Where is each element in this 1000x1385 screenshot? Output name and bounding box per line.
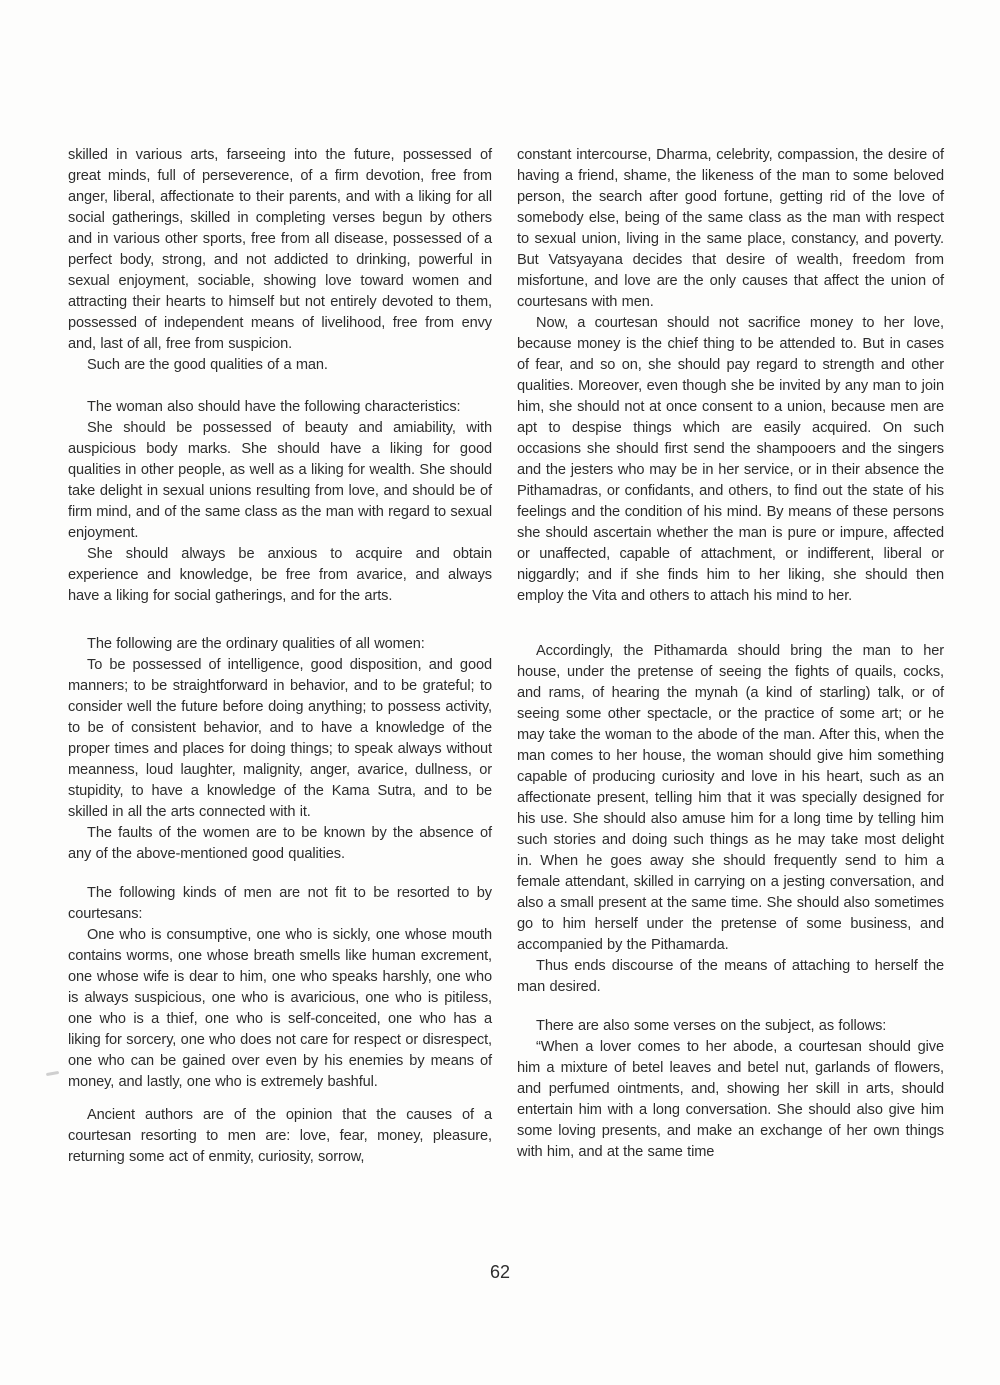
paragraph: The following kinds of men are not fit to be resorted to by courtesans: [68, 885, 492, 922]
paragraph: Accordingly, the Pithamarda should bring the man to her house, under the pretense of seeing the fights of quails, cocks, and rams, of hearing the mynah (a kind of starling) talk, or of seeing some other spectacle, or the practice of some art; or he may take the woman to the abode of the man. After this, when the man comes to her house, the woman should give him something capable of producing curiosity and love in his heart, such as an affectionate present, telling him that it was specially designed for his use. She should also amuse him for a long time by telling him such stories and doing such things as he may take most delight in. When he goes away she should frequently send to him a female attendant, skilled in carrying on a jesting conversation, and also a small present at the same time. She should also sometimes go to him herself under the pretense of some business, and accompanied by the Pithamarda. [517, 643, 944, 953]
paragraph: constant intercourse, Dharma, celebrity, compassion, the desire of having a friend, shame, the likeness of the man to some beloved person, the search after good fortune, getting rid of the love of somebody else, being of the same class as the man with respect to sexual union, living in the same place, constancy, and poverty. But Vatsyayana decides that desire of wealth, freedom from misfortune, and love are the only causes that affect the union of courtesans with men. [517, 147, 944, 310]
right-column [517, 145, 944, 1168]
paragraph: Such are the good qualities of a man. [87, 357, 328, 373]
paragraph: She should be possessed of beauty and amiability, with auspicious body marks. She should have a liking for good qualities in other people, as well as a liking for wealth. She should take delight in sexual unions resulting from love, and should be of firm mind, and of the same class as the man with regard to sexual enjoyment. [68, 420, 492, 541]
two-column-text-body [68, 145, 944, 1168]
paragraph: The faults of the women are to be known by the absence of any of the above-mentioned good qualities. [68, 825, 492, 862]
paragraph: One who is consumptive, one who is sickly, one whose mouth contains worms, one whose breath smells like human excrement, one whose wife is dear to him, one who speaks harshly, one who is always suspicious, one who is avaricious, one who is pitiless, one who is a thief, one who is self-conceited, one who has a liking for sorcery, one who does not care for respect or disrespect, one who can be gained over even by his enemies by means of money, and lastly, one who is extremely bashful. [68, 927, 492, 1090]
page-footer [0, 1262, 1000, 1283]
paragraph: There are also some verses on the subject, as follows: [536, 1018, 887, 1034]
paragraph: To be possessed of intelligence, good disposition, and good manners; to be straightforward in behavior, and to be grateful; to consider well the future before doing anything; to possess activity, to be of consistent behavior, and to have a knowledge of the proper times and places for doing things; to speak always without meanness, loud laughter, malignity, anger, avarice, dullness, or stupidity, to have a knowledge of the Kama Sutra, and to be skilled in all the arts connected with it. [68, 657, 492, 820]
paragraph: skilled in various arts, farseeing into the future, possessed of great minds, full of perseverence, of a firm devotion, free from anger, liberal, affectionate to their parents, and with a liking for all social gatherings, skilled in completing verses begun by others and in various other sports, free from all disease, possessed of a perfect body, strong, and not addicted to drinking, powerful in sexual enjoyment, sociable, showing love toward women and attracting their hearts to himself but not entirely devoted to them, possessed of independent means of livelihood, free from envy and, last of all, free from suspicion. [68, 147, 492, 352]
paragraph: Thus ends discourse of the means of attaching to herself the man desired. [517, 958, 944, 995]
paragraph: Ancient authors are of the opinion that the causes of a courtesan resorting to men are: love, fear, money, pleasure, returning some act of enmity, curiosity, sorrow, [68, 1107, 492, 1165]
page-number: 62 [489, 1262, 511, 1282]
scan-artifact-mark [46, 1071, 59, 1076]
paragraph: She should always be anxious to acquire and obtain experience and knowledge, be free from avarice, and always have a liking for social gatherings, and for the arts. [68, 546, 492, 604]
paragraph: The following are the ordinary qualities of all women: [87, 636, 425, 652]
paragraph: Now, a courtesan should not sacrifice money to her love, because money is the chief thing to be attended to. But in cases of fear, and so on, she should pay regard to strength and other qualities. Moreover, even though she be invited by any man to join him, she should not at once consent to a union, because men are apt to despise things which are easily acquired. On such occasions she should first send the shampooers and the singers and the jesters who may be in her service, or in their absence the Pithamadras, or confidants, and others, to find out the state of his feelings and the condition of his mind. By means of these persons she should ascertain whether the man is pure or impure, affected or unaffected, capable of attachment, or indifferent, liberal or niggardly; and if she finds him to her liking, she should then employ the Vita and others to attach his mind to her. [517, 315, 944, 604]
left-column [68, 145, 492, 1168]
paragraph: The woman also should have the following characteristics: [87, 399, 461, 415]
paragraph: “When a lover comes to her abode, a courtesan should give him a mixture of betel leaves and betel nut, garlands of flowers, and perfumed ointments, and, showing her skill in arts, should entertain him with a long conversation. She should also give him some loving presents, and make an exchange of her own things with him, and at the same time [517, 1039, 944, 1160]
